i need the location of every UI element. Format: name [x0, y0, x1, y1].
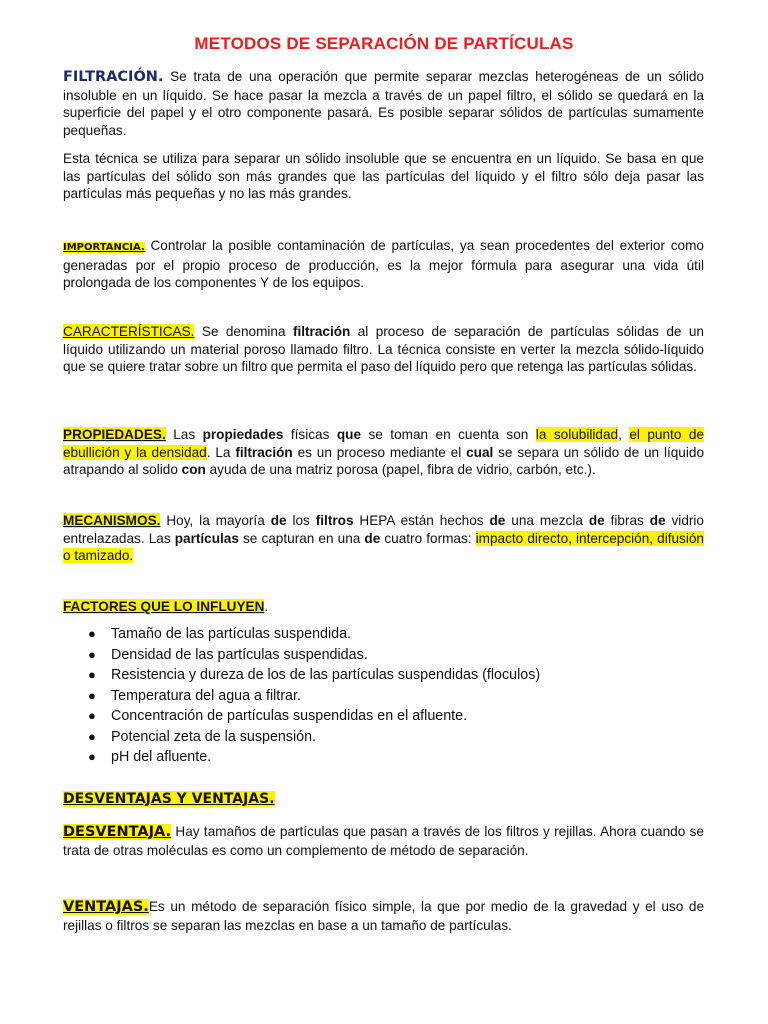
factores-heading: FACTORES QUE LO INFLUYEN — [63, 599, 265, 614]
propiedades-text: , — [618, 427, 630, 442]
list-item — [88, 727, 540, 748]
propiedades-highlight: el punto de ebullición y la densidad — [63, 427, 704, 460]
caracteristicas-text: Se denomina — [194, 324, 293, 339]
caracteristicas-bold: filtración — [292, 324, 351, 339]
filtracion-heading: FILTRACIÓN. — [63, 69, 164, 85]
propiedades-heading: PROPIEDADES. — [63, 427, 166, 442]
desventajas-ventajas-heading-line — [63, 790, 704, 809]
factores-list — [88, 624, 540, 768]
caracteristicas-text: al proceso de separación de partículas sólidas de un líquido utilizando un material poroso llamado filtro. La técnica consiste en verter la mezcla sólido-líquido que se quiere tratar sobre un filtro que permita el paso del líquido pero que retenga las partículas sólidas. — [63, 324, 704, 375]
desventaja-heading: DESVENTAJA. — [63, 824, 172, 840]
mecanismos-text: se capturan en una — [238, 530, 365, 546]
propiedades-text: Las — [165, 427, 203, 442]
list-item-text: Densidad de las partículas suspendidas. — [111, 646, 368, 663]
propiedades-bold: que — [336, 427, 362, 442]
list-item-text: pH del afluente. — [111, 749, 212, 765]
list-item — [88, 706, 540, 727]
list-item-text: Resistencia y dureza de los de las partículas suspendidas (floculos) — [111, 667, 541, 683]
mecanismos-text: Hoy, la mayoría — [160, 513, 271, 528]
propiedades-bold: con — [181, 462, 206, 478]
desventajas-ventajas-heading: DESVENTAJAS Y VENTAJAS. — [63, 791, 275, 807]
bullet-icon: ● — [88, 626, 96, 641]
mecanismos-text: cuatro formas: — [380, 530, 476, 546]
mecanismos-bold: de — [270, 513, 287, 528]
mecanismos-heading: MECANISMOS. — [63, 513, 161, 528]
propiedades-highlight: la solubilidad — [535, 427, 619, 442]
bullet-icon: ● — [88, 687, 96, 703]
filtracion-paragraph-2: Esta técnica se utiliza para separar un sólido insoluble que se encuentra en un líquido. Se basa en que las partículas del sólido son más grandes que las partículas del líquido y el filtro sólo deja pasar las partículas más pequeñas y no las más grandes. — [63, 151, 704, 202]
importancia-paragraph — [63, 237, 704, 292]
propiedades-text: se toman en cuenta son — [361, 427, 536, 442]
mecanismos-bold: filtros — [315, 513, 354, 528]
factores-heading-period: . — [264, 599, 269, 614]
bullet-icon: ● — [88, 728, 96, 744]
list-item-text: Potencial zeta de la suspensión. — [111, 728, 317, 745]
desventaja-paragraph — [63, 823, 704, 859]
propiedades-text: es un proceso mediante el — [292, 444, 467, 460]
propiedades-text: . La — [206, 444, 236, 460]
mecanismos-highlight: impacto directo, intercepción, difusión o tamizado. — [63, 530, 704, 564]
mecanismos-text: una mezcla — [505, 513, 589, 528]
propiedades-paragraph — [63, 426, 704, 479]
bullet-icon: ● — [88, 749, 96, 764]
mecanismos-bold: de — [588, 513, 605, 528]
list-item — [88, 624, 540, 645]
list-item-text: Temperatura del agua a filtrar. — [111, 687, 301, 704]
mecanismos-paragraph — [63, 512, 704, 565]
propiedades-text: físicas — [283, 427, 337, 442]
mecanismos-text: fibras — [604, 513, 650, 528]
importancia-text: Controlar la posible contaminación de partículas, ya sean procedentes del exterior como generadas por el propio proceso de producción, es la mejor fórmula para asegurar una vida útil prolongada de los componentes Y de los equipos. — [63, 238, 704, 291]
list-item — [88, 686, 540, 707]
mecanismos-text: los — [286, 513, 316, 528]
filtracion-text: Se trata de una operación que permite separar mezclas heterogéneas de un sólido insoluble en un líquido. Se hace pasar la mezcla a través de un papel filtro, el sólido se quedará en la superficie del papel y el otro componente pasará. Es posible separar sólidos de partículas sumamente pequeñas. — [63, 69, 704, 138]
list-item — [88, 645, 540, 666]
ventajas-text: Es un método de separación físico simple, la que por medio de la gravedad y el uso de rejillas o filtros se separan las mezclas en base a un tamaño de partículas. — [63, 899, 704, 933]
desventaja-text: Hay tamaños de partículas que pasan a través de los filtros y rejillas. Ahora cuando se trata de otras moléculas es como un complemento de método de separación. — [63, 824, 704, 858]
list-item — [88, 665, 540, 686]
page-title: METODOS DE SEPARACIÓN DE PARTÍCULAS — [194, 34, 574, 53]
list-item — [88, 747, 540, 768]
mecanismos-bold: de — [649, 513, 666, 528]
bullet-icon: ● — [88, 667, 96, 682]
mecanismos-bold: de — [489, 513, 506, 528]
filtracion-paragraph — [63, 68, 704, 139]
propiedades-text: se separa un sólido de un líquido atrapando al solido — [63, 444, 704, 478]
factores-heading-line — [63, 598, 704, 616]
mecanismos-text: HEPA están hechos — [353, 513, 490, 528]
caracteristicas-heading: CARACTERÍSTICAS. — [63, 324, 195, 339]
propiedades-bold: propiedades — [202, 427, 284, 442]
list-item-text: Tamaño de las partículas suspendida. — [111, 626, 352, 642]
mecanismos-bold: de — [364, 530, 381, 546]
bullet-icon: ● — [88, 708, 96, 723]
ventajas-paragraph — [63, 898, 704, 934]
caracteristicas-paragraph — [63, 323, 704, 376]
mecanismos-text: vidrio entrelazadas. Las — [63, 513, 704, 546]
propiedades-text: ayuda de una matriz porosa (papel, fibra de vidrio, carbón, etc.). — [205, 462, 596, 478]
importancia-heading: IMPORTANCIA. — [63, 242, 145, 253]
mecanismos-bold: partículas — [174, 530, 239, 546]
propiedades-bold: filtración — [235, 444, 293, 460]
bullet-icon: ● — [88, 646, 96, 662]
list-item-text: Concentración de partículas suspendidas en el afluente. — [111, 708, 468, 724]
ventajas-heading: VENTAJAS. — [63, 899, 149, 915]
propiedades-bold: cual — [466, 444, 494, 460]
